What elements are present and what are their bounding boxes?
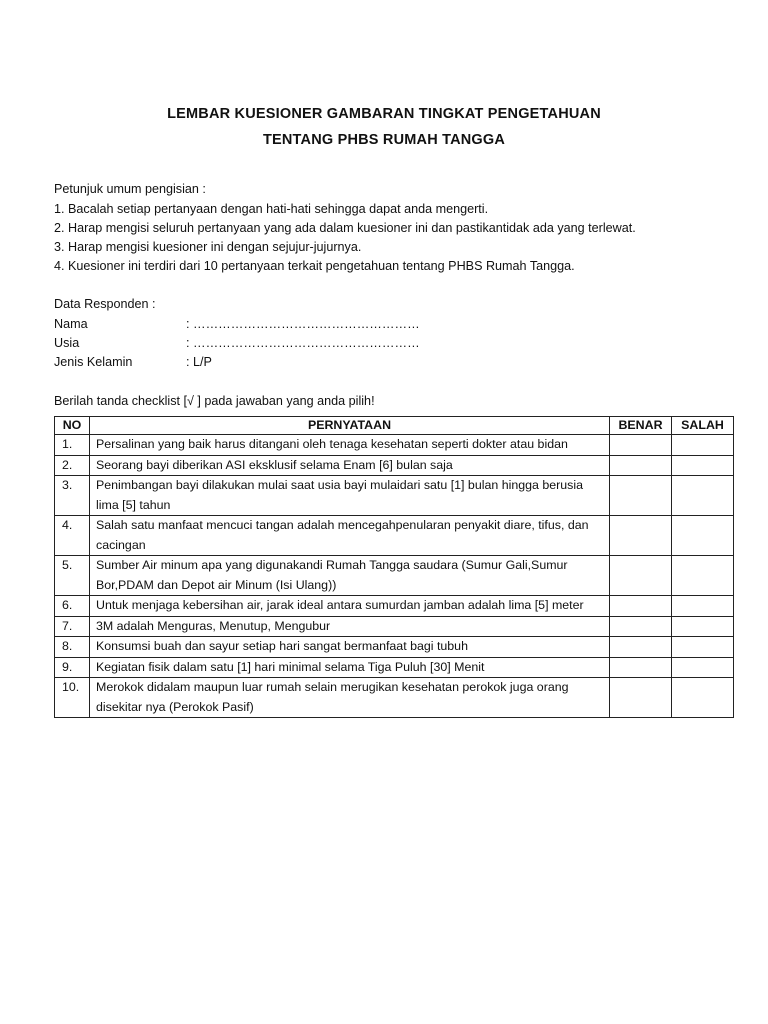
row-number: 3. <box>55 476 90 516</box>
row-number: 6. <box>55 596 90 617</box>
table-header-row <box>55 417 734 435</box>
questionnaire-table <box>54 416 734 718</box>
row-statement: Kegiatan fisik dalam satu [1] hari minimal selama Tiga Puluh [30] Menit <box>90 657 610 678</box>
salah-checkbox-cell[interactable] <box>672 616 734 637</box>
header-salah: SALAH <box>672 417 734 435</box>
row-statement: Sumber Air minum apa yang digunakandi Rumah Tangga saudara (Sumur Gali,Sumur Bor,PDAM dan Depot air Minum (Isi Ulang)) <box>90 556 610 596</box>
benar-checkbox-cell[interactable] <box>610 476 672 516</box>
instruction-item-3: 3. Harap mengisi kuesioner ini dengan sejujur-jujurnya. <box>54 240 362 254</box>
salah-checkbox-cell[interactable] <box>672 556 734 596</box>
row-number: 5. <box>55 556 90 596</box>
row-statement: Penimbangan bayi dilakukan mulai saat usia bayi mulaidari satu [1] bulan hingga berusia lima [5] tahun <box>90 476 610 516</box>
benar-checkbox-cell[interactable] <box>610 678 672 718</box>
benar-checkbox-cell[interactable] <box>610 596 672 617</box>
salah-checkbox-cell[interactable] <box>672 637 734 658</box>
row-statement: Seorang bayi diberikan ASI eksklusif selama Enam [6] bulan saja <box>90 455 610 476</box>
benar-checkbox-cell[interactable] <box>610 637 672 658</box>
row-statement: Konsumsi buah dan sayur setiap hari sangat bermanfaat bagi tubuh <box>90 637 610 658</box>
table-row <box>55 556 734 596</box>
salah-checkbox-cell[interactable] <box>672 516 734 556</box>
respondent-name-field[interactable]: : ……………………………………………… <box>186 317 420 331</box>
row-number: 1. <box>55 435 90 456</box>
salah-checkbox-cell[interactable] <box>672 435 734 456</box>
instructions-heading: Petunjuk umum pengisian : <box>54 182 206 196</box>
row-statement: Untuk menjaga kebersihan air, jarak ideal antara sumurdan jamban adalah lima [5] meter <box>90 596 610 617</box>
salah-checkbox-cell[interactable] <box>672 657 734 678</box>
table-row <box>55 678 734 718</box>
salah-checkbox-cell[interactable] <box>672 476 734 516</box>
table-row <box>55 516 734 556</box>
respondent-age-label: Usia <box>54 336 80 350</box>
row-number: 10. <box>55 678 90 718</box>
benar-checkbox-cell[interactable] <box>610 657 672 678</box>
table-row <box>55 455 734 476</box>
benar-checkbox-cell[interactable] <box>610 435 672 456</box>
respondent-age-field[interactable]: : ……………………………………………… <box>186 336 420 350</box>
table-row <box>55 596 734 617</box>
respondent-heading: Data Responden : <box>54 297 156 311</box>
header-benar: BENAR <box>610 417 672 435</box>
document-title-line-2: TENTANG PHBS RUMAH TANGGA <box>262 132 506 148</box>
salah-checkbox-cell[interactable] <box>672 455 734 476</box>
checklist-instruction: Berilah tanda checklist [√ ] pada jawaban yang anda pilih! <box>54 394 375 408</box>
row-number: 2. <box>55 455 90 476</box>
table-row <box>55 657 734 678</box>
table-row <box>55 637 734 658</box>
respondent-name-label: Nama <box>54 317 88 331</box>
table-row <box>55 435 734 456</box>
benar-checkbox-cell[interactable] <box>610 455 672 476</box>
row-number: 7. <box>55 616 90 637</box>
table-row <box>55 616 734 637</box>
table-row <box>55 476 734 516</box>
benar-checkbox-cell[interactable] <box>610 556 672 596</box>
row-number: 4. <box>55 516 90 556</box>
document-title-line-1: LEMBAR KUESIONER GAMBARAN TINGKAT PENGETAHUAN <box>167 106 601 122</box>
instruction-item-4: 4. Kuesioner ini terdiri dari 10 pertanyaan terkait pengetahuan tentang PHBS Rumah Tangga. <box>54 259 575 273</box>
row-statement: 3M adalah Menguras, Menutup, Mengubur <box>90 616 610 637</box>
header-no: NO <box>55 417 90 435</box>
row-statement: Merokok didalam maupun luar rumah selain merugikan kesehatan perokok juga orang disekitar nya (Perokok Pasif) <box>90 678 610 718</box>
row-number: 8. <box>55 637 90 658</box>
header-statement: PERNYATAAN <box>90 417 610 435</box>
respondent-gender-label: Jenis Kelamin <box>54 355 133 369</box>
benar-checkbox-cell[interactable] <box>610 616 672 637</box>
row-number: 9. <box>55 657 90 678</box>
salah-checkbox-cell[interactable] <box>672 678 734 718</box>
row-statement: Persalinan yang baik harus ditangani oleh tenaga kesehatan seperti dokter atau bidan <box>90 435 610 456</box>
instruction-item-2: 2. Harap mengisi seluruh pertanyaan yang ada dalam kuesioner ini dan pastikantidak ada yang terlewat. <box>54 221 636 235</box>
benar-checkbox-cell[interactable] <box>610 516 672 556</box>
instruction-item-1: 1. Bacalah setiap pertanyaan dengan hati-hati sehingga dapat anda mengerti. <box>54 202 489 216</box>
respondent-gender-field[interactable]: : L/P <box>186 355 212 369</box>
salah-checkbox-cell[interactable] <box>672 596 734 617</box>
row-statement: Salah satu manfaat mencuci tangan adalah mencegahpenularan penyakit diare, tifus, dan cacingan <box>90 516 610 556</box>
